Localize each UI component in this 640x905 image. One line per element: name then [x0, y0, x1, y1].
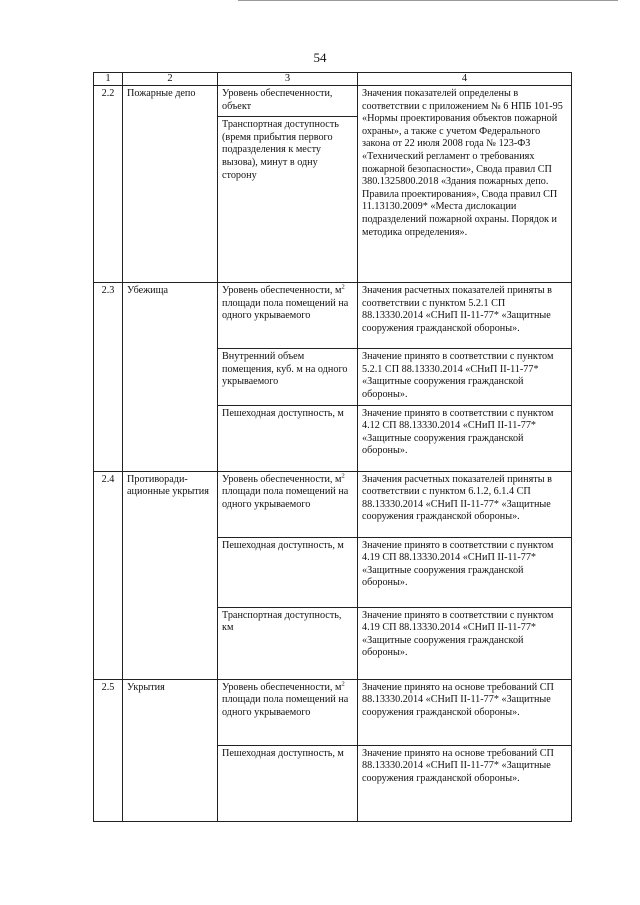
row-number: 2.5: [94, 679, 123, 821]
indicator-text: Уровень обеспеченности, м: [222, 473, 342, 485]
superscript: 2: [341, 680, 345, 688]
basis-cell: Значение принято в соответствии с пунктом 4.19 СП 88.13330.2014 «СНиП II-11-77* «Защитные сооружения гражданской обороны».: [358, 537, 572, 607]
page-number: 54: [313, 50, 327, 65]
indicator-text: площади пола помещений на одного укрываемого: [222, 694, 349, 718]
header-cell: 3: [218, 73, 358, 86]
object-name: Убежища: [123, 283, 218, 471]
indicator-cell: Пешеходная доступность, м: [218, 745, 358, 821]
basis-cell: Значения расчетных показателей приняты в соответствии с пунктом 5.2.1 СП 88.13330.2014 «СНиП II-11-77* «Защитные сооружения гражданской обороны».: [358, 283, 572, 349]
table-row: [94, 283, 572, 349]
indicator-cell: Пешеходная доступность, м: [218, 405, 358, 471]
object-name: Противоради-ационные укрытия: [123, 471, 218, 679]
basis-cell: Значение принято в соответствии с пунктом 4.19 СП 88.13330.2014 «СНиП II-11-77* «Защитные сооружения гражданской обороны».: [358, 607, 572, 679]
indicator-cell: Уровень обеспеченности, объект: [218, 86, 358, 117]
header-row: [94, 73, 572, 86]
indicator-cell: Внутренний объем помещения, куб. м на одного укрываемого: [218, 349, 358, 405]
basis-cell: Значение принято в соответствии с пунктом 4.12 СП 88.13330.2014 «СНиП II-11-77* «Защитные сооружения гражданской обороны».: [358, 405, 572, 471]
indicator-cell: [218, 283, 358, 349]
table-row: [94, 679, 572, 745]
superscript: 2: [341, 283, 345, 291]
indicator-cell: Пешеходная доступность, м: [218, 537, 358, 607]
indicator-text: Уровень обеспеченности, м: [222, 681, 342, 693]
object-name: Пожарные депо: [123, 86, 218, 283]
row-number: 2.3: [94, 283, 123, 471]
indicator-text: площади пола помещений на одного укрываемого: [222, 486, 349, 510]
superscript: 2: [341, 472, 345, 480]
table-row: [94, 471, 572, 537]
basis-cell: Значения расчетных показателей приняты в соответствии с пунктом 6.1.2, 6.1.4 СП 88.13330.2014 «СНиП II-11-77* «Защитные сооружения гражданской обороны».: [358, 471, 572, 537]
indicator-text: площади пола помещений на одного укрываемого: [222, 297, 349, 322]
basis-cell: Значение принято в соответствии с пунктом 5.2.1 СП 88.13330.2014 «СНиП II-11-77* «Защитные сооружения гражданской обороны».: [358, 349, 572, 405]
indicator-cell: Транспортная доступность (время прибытия первого подразделения к месту вызова), минут в одну сторону: [218, 117, 358, 283]
standards-table: [93, 72, 572, 822]
object-name: Укрытия: [123, 679, 218, 821]
row-number: 2.2: [94, 86, 123, 283]
indicator-text: Уровень обеспеченности, м: [222, 285, 342, 297]
top-rule: [238, 0, 618, 3]
indicator-cell: [218, 471, 358, 537]
indicator-cell: Транспортная доступность, км: [218, 607, 358, 679]
header-cell: 4: [358, 73, 572, 86]
indicator-cell: [218, 679, 358, 745]
basis-cell: Значение принято на основе требований СП 88.13330.2014 «СНиП II-11-77* «Защитные сооружения гражданской обороны».: [358, 679, 572, 745]
row-number: 2.4: [94, 471, 123, 679]
header-cell: 1: [94, 73, 123, 86]
basis-cell: Значение принято на основе требований СП 88.13330.2014 «СНиП II-11-77* «Защитные сооружения гражданской обороны».: [358, 745, 572, 821]
header-cell: 2: [123, 73, 218, 86]
table-row: [94, 86, 572, 117]
basis-cell: Значения показателей определены в соответствии с приложением № 6 НПБ 101-95 «Нормы проектирования объектов пожарной охраны», а также с учетом Федерального закона от 22 июля 2008 года № 123-ФЗ «Технический регламент о требованиях пожарной безопасности», Свода правил СП 380.1325800.2018 «Здания пожарных депо. Правила проектирования», Свода правил СП 11.13130.2009* «Места дислокации подразделений пожарной охраны. Порядок и методика определения».: [358, 86, 572, 283]
